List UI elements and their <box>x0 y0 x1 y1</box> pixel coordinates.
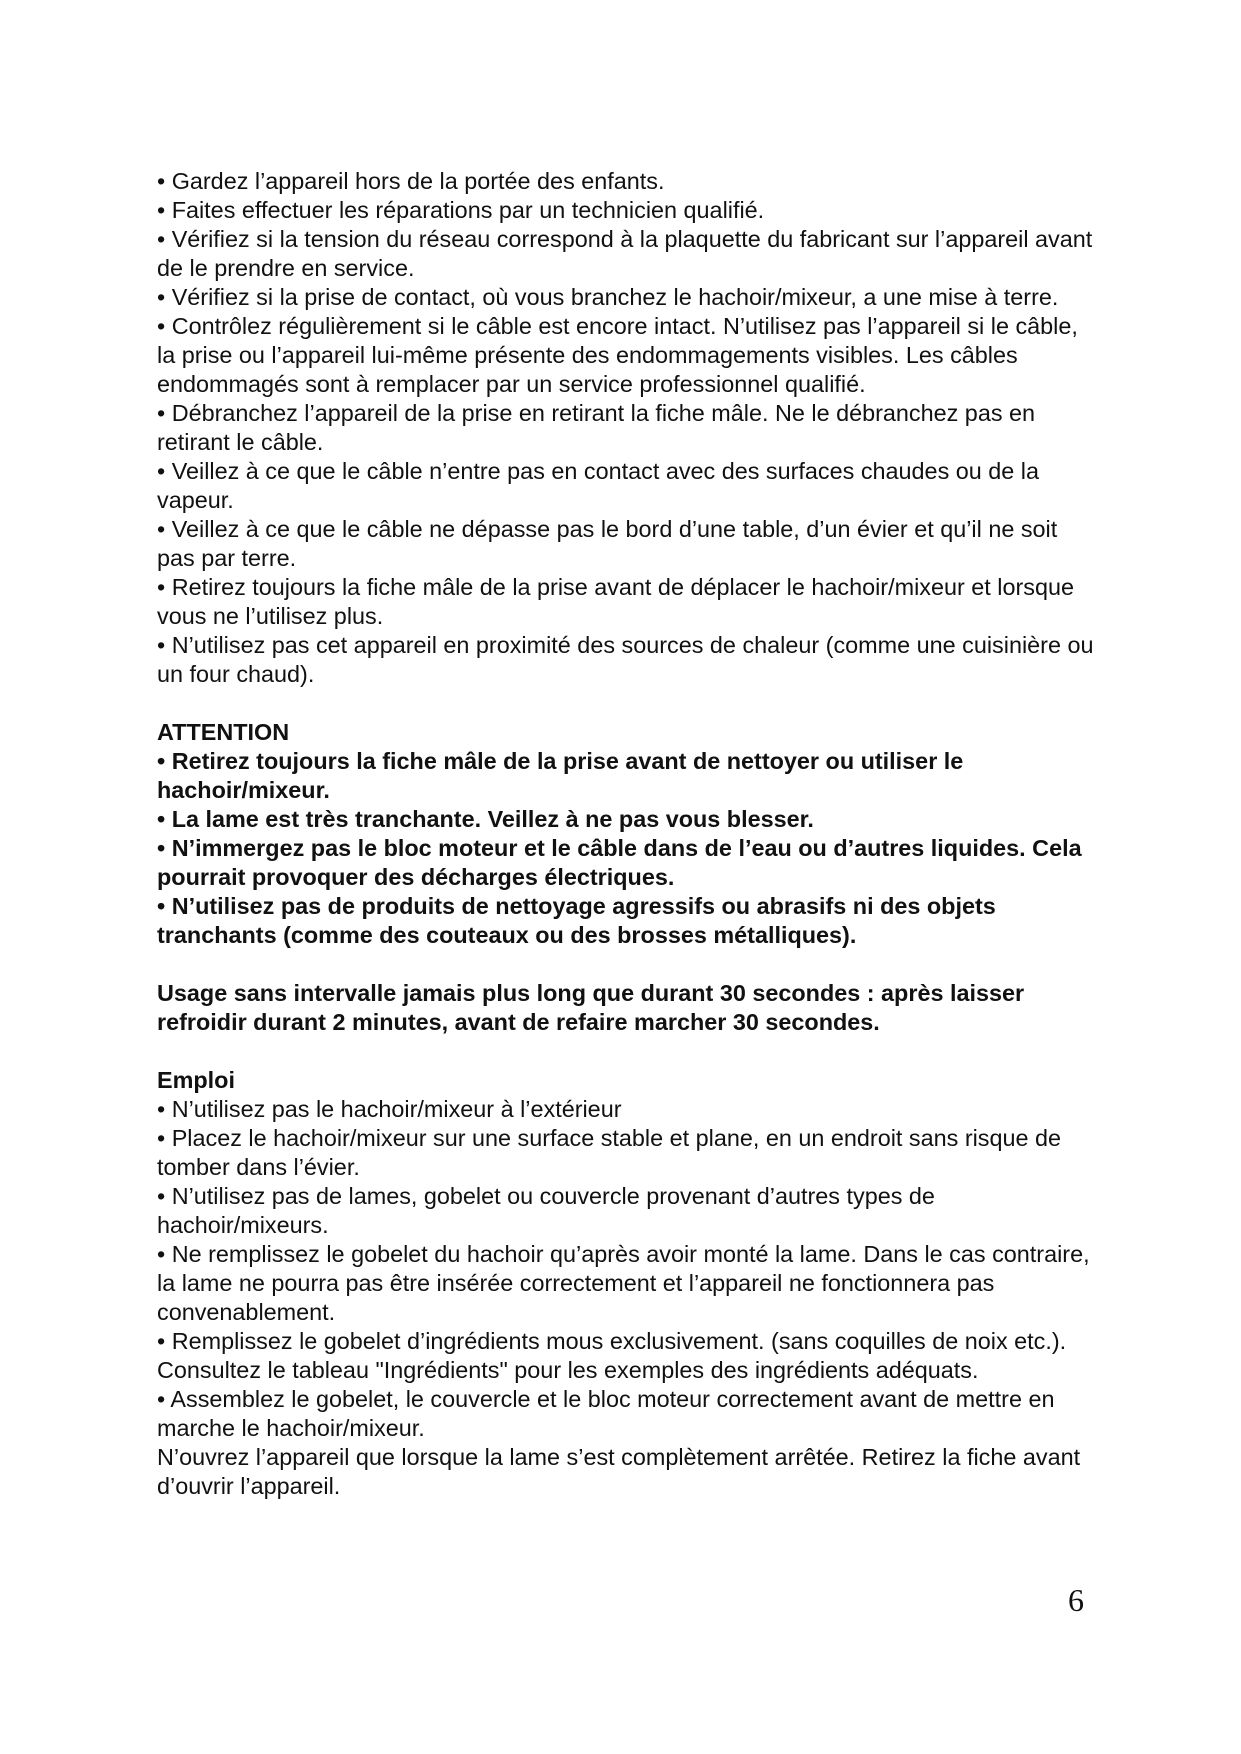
safety-item: • Vérifiez si la tension du réseau correspond à la plaquette du fabricant sur l’appareil avant de le prendre en service. <box>157 226 1093 281</box>
emploi-title: Emploi <box>157 1067 235 1093</box>
safety-item: • Vérifiez si la prise de contact, où vous branchez le hachoir/mixeur, a une mise à terre. <box>157 284 1059 310</box>
attention-item: • La lame est très tranchante. Veillez à ne pas vous blesser. <box>157 806 814 832</box>
safety-item: • Débranchez l’appareil de la prise en retirant la fiche mâle. Ne le débranchez pas en retirant le câble. <box>157 400 1036 455</box>
attention-item: • N’utilisez pas de produits de nettoyage agressifs ou abrasifs ni des objets tranchants (comme des couteaux ou des brosses métalliques). <box>157 893 996 948</box>
emploi-item: • Assemblez le gobelet, le couvercle et le bloc moteur correctement avant de mettre en marche le hachoir/mixeur. <box>157 1386 1055 1441</box>
page-number: 6 <box>1068 1582 1084 1618</box>
safety-item: • Retirez toujours la fiche mâle de la prise avant de déplacer le hachoir/mixeur et lorsque vous ne l’utilisez plus. <box>157 574 1074 629</box>
safety-item: • Veillez à ce que le câble ne dépasse pas le bord d’une table, d’un évier et qu’il ne soit pas par terre. <box>157 516 1058 571</box>
section-spacer <box>157 689 1097 718</box>
emploi-item: • N’utilisez pas de lames, gobelet ou couvercle provenant d’autres types de hachoir/mixeurs. <box>157 1183 935 1238</box>
safety-item: • Veillez à ce que le câble n’entre pas en contact avec des surfaces chaudes ou de la vapeur. <box>157 458 1040 513</box>
emploi-item: • Ne remplissez le gobelet du hachoir qu’après avoir monté la lame. Dans le cas contraire, la lame ne pourra pas être insérée correctement et l’appareil ne fonctionnera pas convenablement. <box>157 1241 1090 1325</box>
safety-item: • N’utilisez pas cet appareil en proximité des sources de chaleur (comme une cuisinière ou un four chaud). <box>157 632 1094 687</box>
attention-item: • Retirez toujours la fiche mâle de la prise avant de nettoyer ou utiliser le hachoir/mixeur. <box>157 748 964 803</box>
safety-list <box>157 167 1097 689</box>
attention-section <box>157 718 1097 950</box>
emploi-item: • N’utilisez pas le hachoir/mixeur à l’extérieur <box>157 1096 622 1122</box>
safety-item: • Contrôlez régulièrement si le câble est encore intact. N’utilisez pas l’appareil si le câble, la prise ou l’appareil lui-même présente des endommagements visibles. Les câbles endommagés sont à remplacer par un service professionnel qualifié. <box>157 313 1078 397</box>
emploi-item: • Remplissez le gobelet d’ingrédients mous exclusivement. (sans coquilles de noix etc.). Consultez le tableau "Ingrédients" pour les exemples des ingrédients adéquats. <box>157 1328 1067 1383</box>
emploi-item: • Placez le hachoir/mixeur sur une surface stable et plane, en un endroit sans risque de tomber dans l’évier. <box>157 1125 1062 1180</box>
attention-title: ATTENTION <box>157 719 290 745</box>
emploi-section <box>157 1066 1097 1501</box>
document-body <box>157 167 1097 1501</box>
safety-item: • Gardez l’appareil hors de la portée des enfants. <box>157 168 665 194</box>
usage-note: Usage sans intervalle jamais plus long que durant 30 secondes : après laisser refroidir durant 2 minutes, avant de refaire marcher 30 secondes. <box>157 980 1025 1035</box>
attention-item: • N’immergez pas le bloc moteur et le câble dans de l’eau ou d’autres liquides. Cela pourrait provoquer des décharges électriques. <box>157 835 1082 890</box>
emploi-item: N’ouvrez l’appareil que lorsque la lame s’est complètement arrêtée. Retirez la fiche avant d’ouvrir l’appareil. <box>157 1444 1081 1499</box>
section-spacer <box>157 950 1097 979</box>
section-spacer <box>157 1037 1097 1066</box>
safety-item: • Faites effectuer les réparations par un technicien qualifié. <box>157 197 765 223</box>
